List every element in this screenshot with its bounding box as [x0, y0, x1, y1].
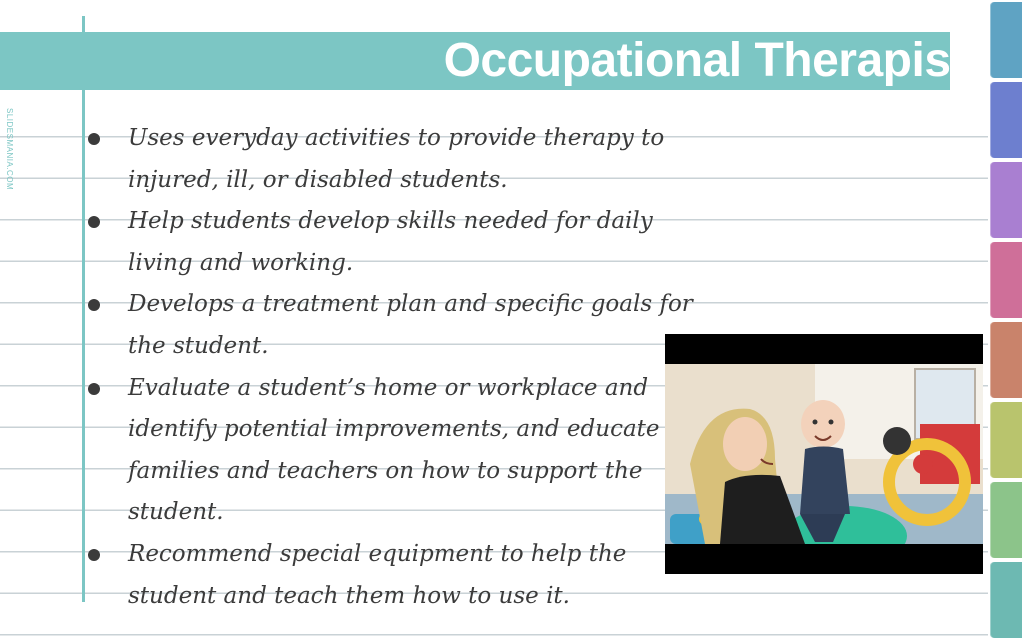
bullet-icon [88, 133, 100, 145]
notebook-tab [990, 82, 1022, 158]
list-item [86, 534, 706, 617]
list-item [86, 368, 706, 534]
notebook-tab [990, 322, 1022, 398]
notebook-tabs [990, 0, 1024, 640]
bullet-text: Uses everyday activities to provide therapy to injured, ill, or disabled students. [128, 125, 665, 193]
notebook-tab [990, 402, 1022, 478]
bullet-text: Help students develop skills needed for daily living and working. [128, 208, 653, 276]
photo-scene [665, 364, 983, 544]
margin-line [82, 16, 85, 602]
bullet-text: Recommend special equipment to help the student and teach them how to use it. [128, 540, 627, 609]
notebook-tab [990, 2, 1022, 78]
bullet-icon [88, 299, 100, 311]
bullet-icon [88, 216, 100, 228]
bullet-icon [88, 383, 100, 395]
notebook-tab [990, 162, 1022, 238]
watermark: SLIDESMANIA.COM [5, 108, 14, 191]
list-item [86, 201, 706, 284]
therapist-baby-illustration-icon [665, 364, 983, 544]
bullet-list [86, 118, 706, 617]
list-item [86, 118, 706, 201]
bullet-icon [88, 549, 100, 561]
notebook-tab [990, 242, 1022, 318]
list-item [86, 284, 706, 367]
bullet-text: Evaluate a student’s home or workplace and identify potential improvements, and educate families and teachers on how to support the student. [128, 374, 660, 526]
notebook-tab [990, 562, 1022, 638]
bullet-text: Develops a treatment plan and specific goals for the student. [128, 291, 693, 359]
therapist-photo [665, 334, 983, 574]
notebook-tab [990, 482, 1022, 558]
slide-title: Occupational Therapist [443, 34, 966, 87]
